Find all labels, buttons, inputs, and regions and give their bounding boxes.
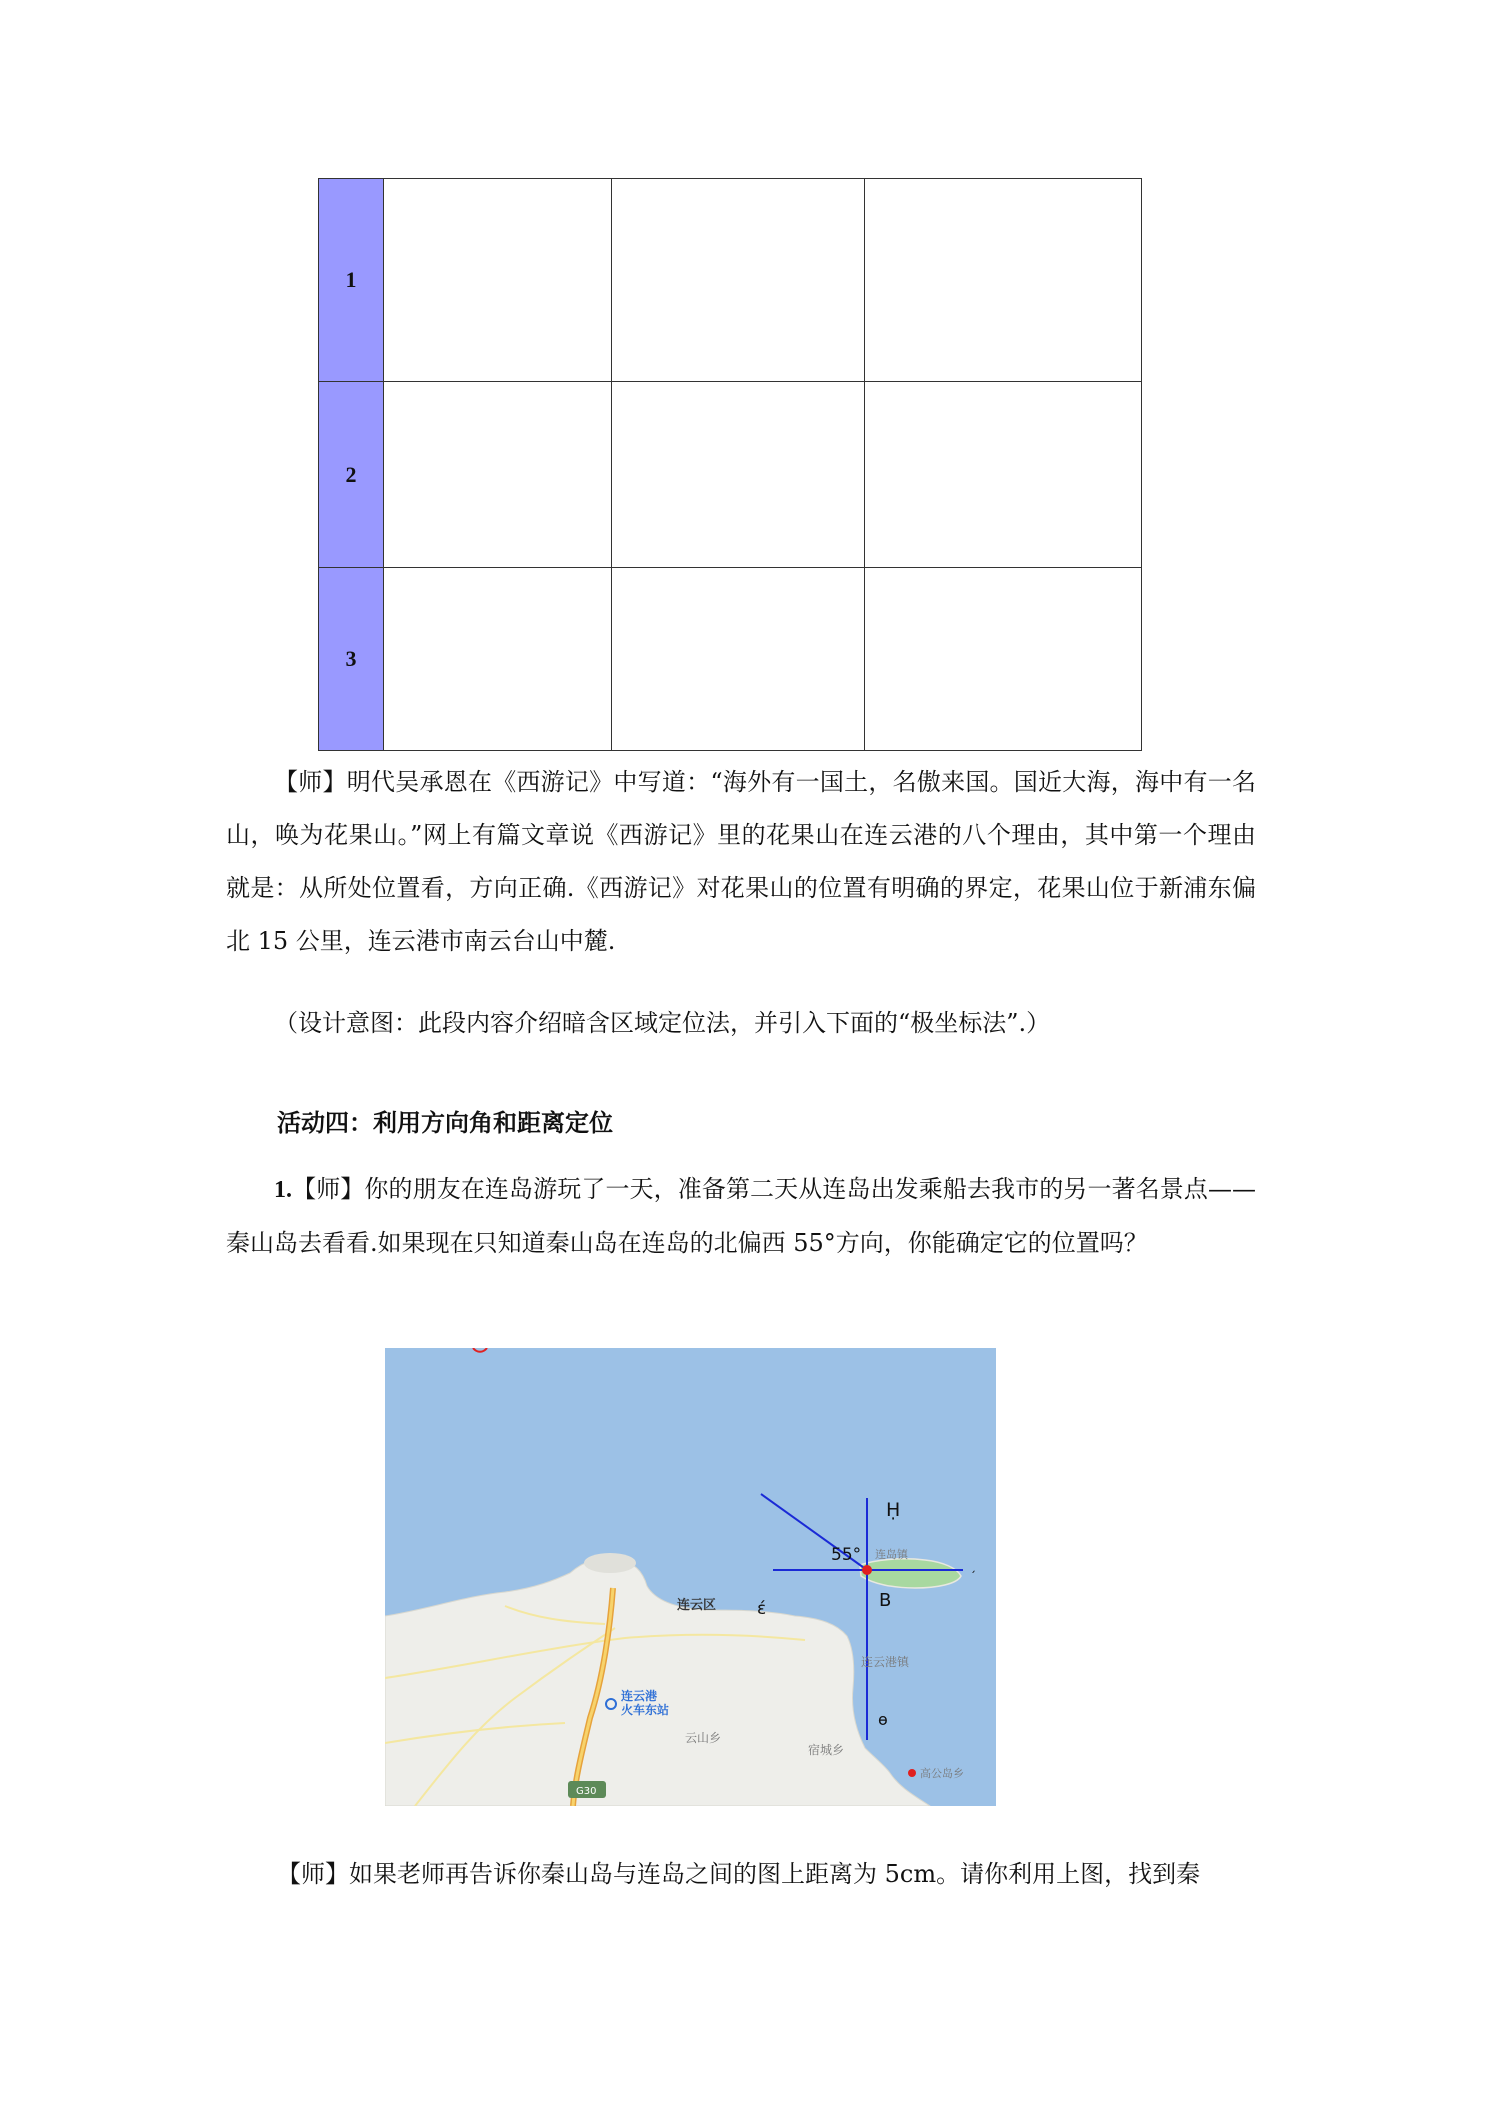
north-label: Ḥ: [886, 1499, 901, 1521]
teacher-tag: 【师】: [274, 768, 347, 796]
map-figure: [385, 1348, 996, 1806]
design-intent-note: （设计意图：此段内容介绍暗含区域定位法，并引入下面的“极坐标法”.）: [274, 1009, 1051, 1037]
table-cell: [865, 382, 1142, 568]
question-number: 1.: [274, 1177, 292, 1203]
paragraph-text: 如果老师再告诉你秦山岛与连岛之间的图上距离为 5cm。请你利用上图，找到秦: [349, 1860, 1201, 1888]
paragraph-xiyouji: [226, 756, 1256, 968]
table-row: [319, 382, 1142, 568]
station-label-line2: 火车东站: [621, 1703, 670, 1717]
table-cell: [384, 568, 612, 751]
grid-table: [318, 178, 1142, 751]
paragraph-activity-question: [226, 1163, 1256, 1270]
table-cell: [612, 179, 865, 382]
town-label: 云山乡: [685, 1731, 722, 1745]
table-cell: [384, 382, 612, 568]
east-label: ˏ: [970, 1559, 976, 1573]
district-label: 连云区: [677, 1598, 717, 1613]
paragraph-text: 明代吴承恩在《西游记》中写道：“海外有一国土，名傲来国。国近大海，海中有一名山，唤为花果山。”网上有篇文章说《西游记》里的花果山在连云港的八个理由，其中第一个理由就是：从所处位置看，方向正确.《西游记》对花果山的位置有明确的界定，花果山位于新浦东偏北 15 公里，连云港市南云台山中麓.: [226, 768, 1256, 955]
paragraph-distance: [277, 1848, 1257, 1901]
land-shade: [584, 1553, 636, 1573]
gaogongdao-marker: [908, 1769, 916, 1777]
teacher-tag: 【师】: [292, 1175, 365, 1203]
row-number: 2: [319, 382, 384, 568]
highway-label: G30: [576, 1786, 597, 1797]
angle-label: 55°: [831, 1545, 862, 1565]
row-number: 3: [319, 568, 384, 751]
town-label: 宿城乡: [808, 1743, 845, 1757]
island-label: 连岛镇: [875, 1548, 908, 1561]
paragraph-text: 你的朋友在连岛游玩了一天，准备第二天从连岛出发乘船去我市的另一著名景点——秦山岛去看看.如果现在只知道秦山岛在连岛的北偏西 55°方向，你能确定它的位置吗？: [226, 1175, 1257, 1257]
map-svg: [385, 1348, 996, 1806]
table-cell: [865, 568, 1142, 751]
table-cell: [865, 179, 1142, 382]
station-label-line1: 连云港: [621, 1689, 658, 1703]
table-row: [319, 179, 1142, 382]
point-b-marker: [862, 1565, 872, 1575]
south-label: ɵ: [878, 1710, 888, 1729]
table-row: [319, 568, 1142, 751]
table-cell: [612, 568, 865, 751]
town-label: 连云港镇: [861, 1655, 910, 1669]
row-number: 1: [319, 179, 384, 382]
table-cell: [384, 179, 612, 382]
town-label: 高公岛乡: [920, 1767, 964, 1780]
activity-heading: 活动四：利用方向角和距离定位: [277, 1109, 613, 1137]
teacher-tag: 【师】: [277, 1860, 349, 1888]
point-label: B: [879, 1590, 892, 1611]
west-label: έ: [757, 1599, 767, 1619]
table-cell: [612, 382, 865, 568]
